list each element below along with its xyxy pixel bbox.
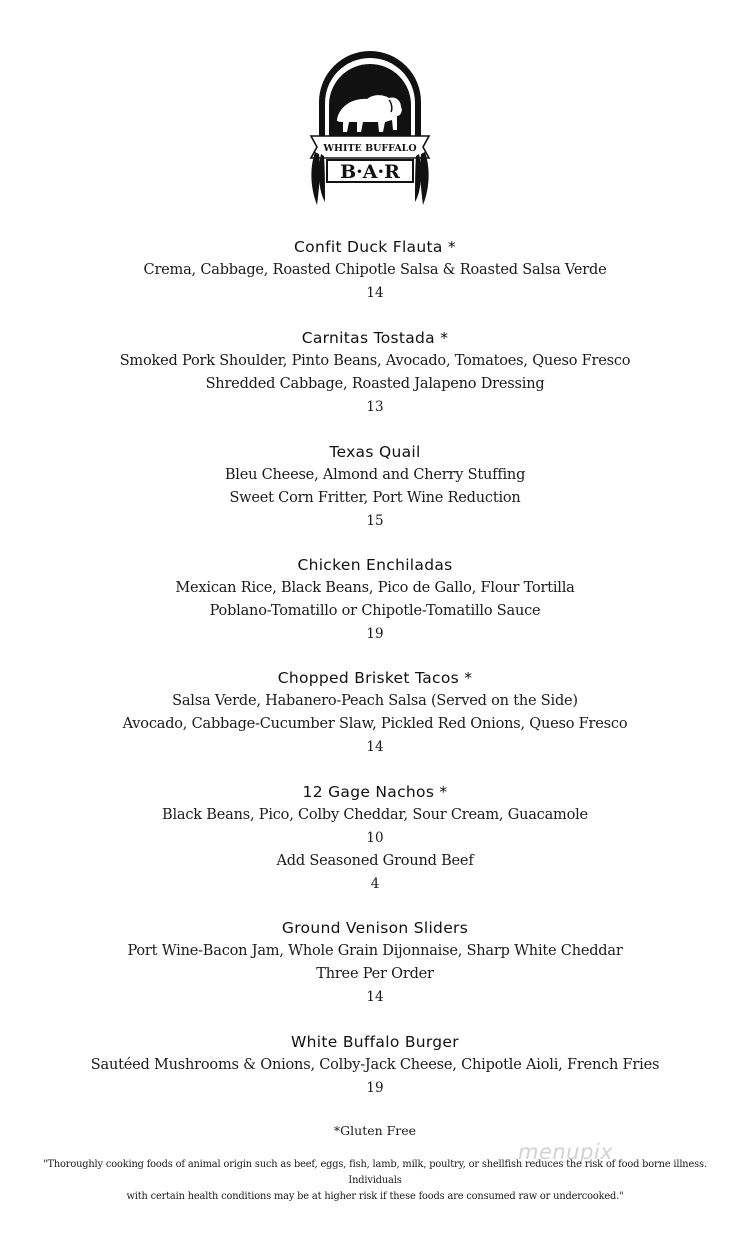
item-addon: Add Seasoned Ground Beef: [276, 853, 474, 869]
item-description: Sautéed Mushrooms & Onions, Colby-Jack Cheese, Chipotle Aioli, French Fries: [90, 1057, 660, 1073]
disclaimer-line: with certain health conditions may be at higher risk if these foods are consumed raw or undercooked.": [126, 1191, 624, 1202]
item-name: White Buffalo Burger: [291, 1033, 459, 1051]
disclaimer-line: "Thoroughly cooking foods of animal origin such as beef, eggs, fish, lamb, milk, poultry, or shellfish reduces the risk of food borne illness. Individuals: [43, 1159, 707, 1186]
watermark: menupix: [518, 1140, 614, 1164]
logo-main-text: B·A·R: [340, 161, 400, 183]
buffalo-icon: [305, 50, 435, 210]
menu-item: [0, 917, 750, 1009]
item-description: Poblano-Tomatillo or Chipotle-Tomatillo Sauce: [209, 603, 541, 619]
item-description: Port Wine-Bacon Jam, Whole Grain Dijonnaise, Sharp White Cheddar: [127, 943, 623, 959]
menu-item: [0, 327, 750, 419]
item-description: Smoked Pork Shoulder, Pinto Beans, Avocado, Tomatoes, Queso Fresco: [119, 353, 631, 369]
menu-item: [0, 781, 750, 896]
item-price: 14: [366, 989, 384, 1005]
item-description: Three Per Order: [316, 966, 434, 982]
menu-item: [0, 667, 750, 759]
logo-top-text: WHITE BUFFALO: [323, 143, 417, 154]
item-name: Carnitas Tostada *: [301, 329, 449, 347]
item-price: 15: [366, 513, 384, 529]
menu-item: [0, 441, 750, 533]
item-price: 19: [366, 1080, 384, 1096]
item-description: Sweet Corn Fritter, Port Wine Reduction: [229, 490, 521, 506]
item-description: Salsa Verde, Habanero-Peach Salsa (Served on the Side): [172, 693, 578, 709]
menu-item: [0, 236, 750, 305]
item-name: Chopped Brisket Tacos *: [277, 669, 473, 687]
white-buffalo-bar-logo: [305, 50, 435, 210]
item-description: Black Beans, Pico, Colby Cheddar, Sour Cream, Guacamole: [162, 807, 588, 823]
item-name: Confit Duck Flauta *: [294, 238, 456, 256]
item-addon-price: 4: [370, 876, 380, 892]
item-description: Crema, Cabbage, Roasted Chipotle Salsa & Roasted Salsa Verde: [143, 262, 607, 278]
item-price: 13: [366, 399, 384, 415]
menu-item: [0, 554, 750, 646]
item-description: Bleu Cheese, Almond and Cherry Stuffing: [224, 467, 526, 483]
item-price: 14: [366, 739, 384, 755]
item-description: Shredded Cabbage, Roasted Jalapeno Dressing: [205, 376, 545, 392]
item-price: 19: [366, 626, 384, 642]
item-description: Avocado, Cabbage-Cucumber Slaw, Pickled Red Onions, Queso Fresco: [122, 716, 628, 732]
item-name: Texas Quail: [329, 443, 421, 461]
item-price: 14: [366, 285, 384, 301]
gluten-free-note: *Gluten Free: [333, 1123, 417, 1138]
item-name: 12 Gage Nachos *: [302, 783, 448, 801]
item-name: Ground Venison Sliders: [281, 919, 469, 937]
menu-item: [0, 1031, 750, 1100]
item-name: Chicken Enchiladas: [297, 556, 453, 574]
item-price: 10: [366, 830, 384, 846]
food-safety-disclaimer: [40, 1157, 710, 1205]
item-description: Mexican Rice, Black Beans, Pico de Gallo, Flour Tortilla: [175, 580, 575, 596]
